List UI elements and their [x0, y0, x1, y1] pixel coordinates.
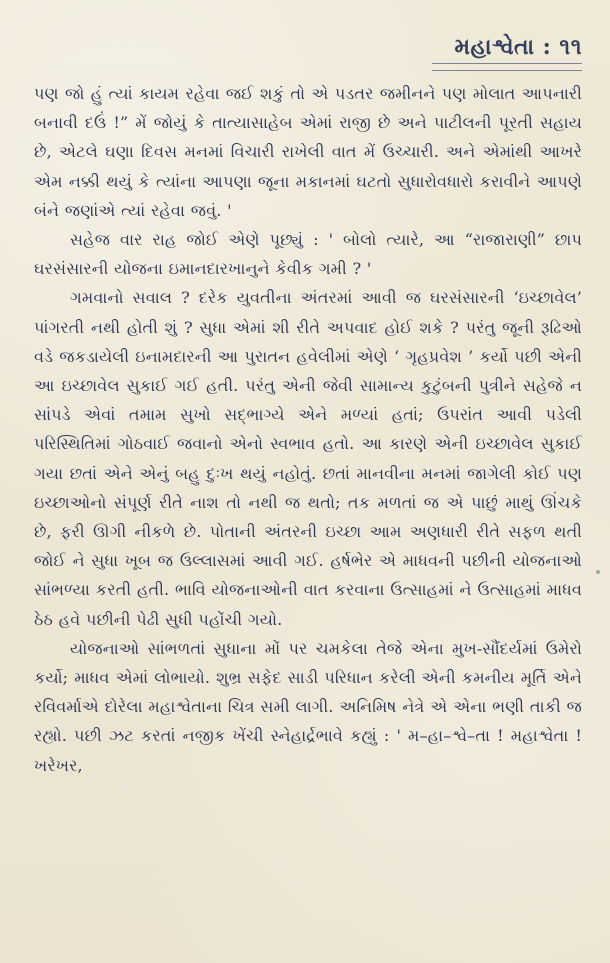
page-body: [34, 79, 582, 780]
paragraph-2: સહેજ વાર રાહ જોઈ એણે પૂછ્યું : ' બોલો ત્યારે, આ “રાજારાણી” છાપ ઘરસંસારની યોજના ઇમાનદારખાનુને કેવીક ગમી ? ': [34, 230, 582, 279]
paragraph-3: ગમવાનો સવાલ ? દરેક યુવતીના અંતરમાં આવી જ ઘરસંસારની ‘ઇચ્છાવેલ’ પાંગરતી નથી હોતી શું ? સુધા એમાં શી રીતે અપવાદ હોઈ શકે ? પરંતુ જૂની રૂઢિઓ વડે જકડાયેલી ઇનામદારની આ પુરાતન હવેલીમાં એણે ‘ ગૃહપ્રવેશ ’ કર્યો પછી એની આ ઇચ્છાવેલ સુકાઈ ગઈ હતી. પરંતુ એની જેવી સામાન્ય કુટુંબની પુત્રીને સહેજે ન સાંપડે એવાં તમામ સુખો સદ્ભાગ્યે એને મળ્યાં હતાં; ઉપરાંત આવી પડેલી પરિસ્થિતિમાં ગોઠવાઈ જવાનો એનો સ્વભાવ હતો. આ કારણે એની ઇચ્છાવેલ સુકાઈ ગયા છતાં એને એનું બહુ દુઃખ થયું નહોતું. છતાં માનવીના મનમાં જાગેલી કોઈ પણ ઇચ્છાઓનો સંપૂર્ણ રીતે નાશ તો નથી જ થતો; તક મળતાં જ એ પાછું માથું ઊંચકે છે, ફરી ઊગી નીકળે છે. પોતાની અંતરની ઇચ્છા આમ અણધારી રીતે સફળ થતી જોઈ ને સુધા ખૂબ જ ઉલ્લાસમાં આવી ગઈ. હર્ષભેર એ માધવની પછીની યોજનાઓ સાંભળ્યા કરતી હતી. ભાવિ યોજનાઓની વાત કરવાના ઉત્સાહમાં ને ઉત્સાહમાં માધવ ઠેઠ હવે પછીની પેઢી સુધી પહોંચી ગયો.: [34, 288, 582, 629]
page-header: [34, 0, 582, 78]
paragraph-4: યોજનાઓ સાંભળતાં સુધાના મોં પર ચમકેલા તેજે એના મુખ-સૌંદર્યમાં ઉમેરો કર્યો; માધવ એમાં લોભાયો. શુભ્ર સફેદ સાડી પરિધાન કરેલી એની કમનીય મૂર્તિ એને રવિવર્માએ દોરેલા મહાશ્વેતાના ચિત્ર સમી લાગી. અનિમિષ નેત્રે એ એના ભણી તાકી જ રહ્યો. પછી ઝટ કરતાં નજીક ખેંચી સ્નેહાર્દ્રભાવે કહ્યું : ' મ–હા–શ્વે–તા ! મહાશ્વેતા ! ખરેખર,: [34, 638, 582, 775]
header-rule: [432, 63, 582, 71]
running-head: મહાશ્વેતા : ૧૧: [454, 34, 582, 60]
margin-mark: [596, 570, 600, 574]
header-block: [432, 35, 582, 71]
paragraph-1: પણ જો હું ત્યાં કાયમ રહેવા જઈ શકું તો એ પડતર જમીનને પણ મોલાત આપનારી બનાવી દઉં !” મેં જોયું કે તાત્યાસાહેબ એમાં રાજી છે અને પાટીલની પૂરતી સહાય છે, એટલે ઘણા દિવસ મનમાં વિચારી રાખેલી વાત મેં ઉચ્ચારી. અને એમાંથી આખરે એમ નક્કી થયું કે ત્યાંના આપણા જૂના મકાનમાં ઘટતો સુધારોવધારો કરાવીને આપણે બંને જણાંએ ત્યાં રહેવા જવું. ': [34, 84, 582, 220]
